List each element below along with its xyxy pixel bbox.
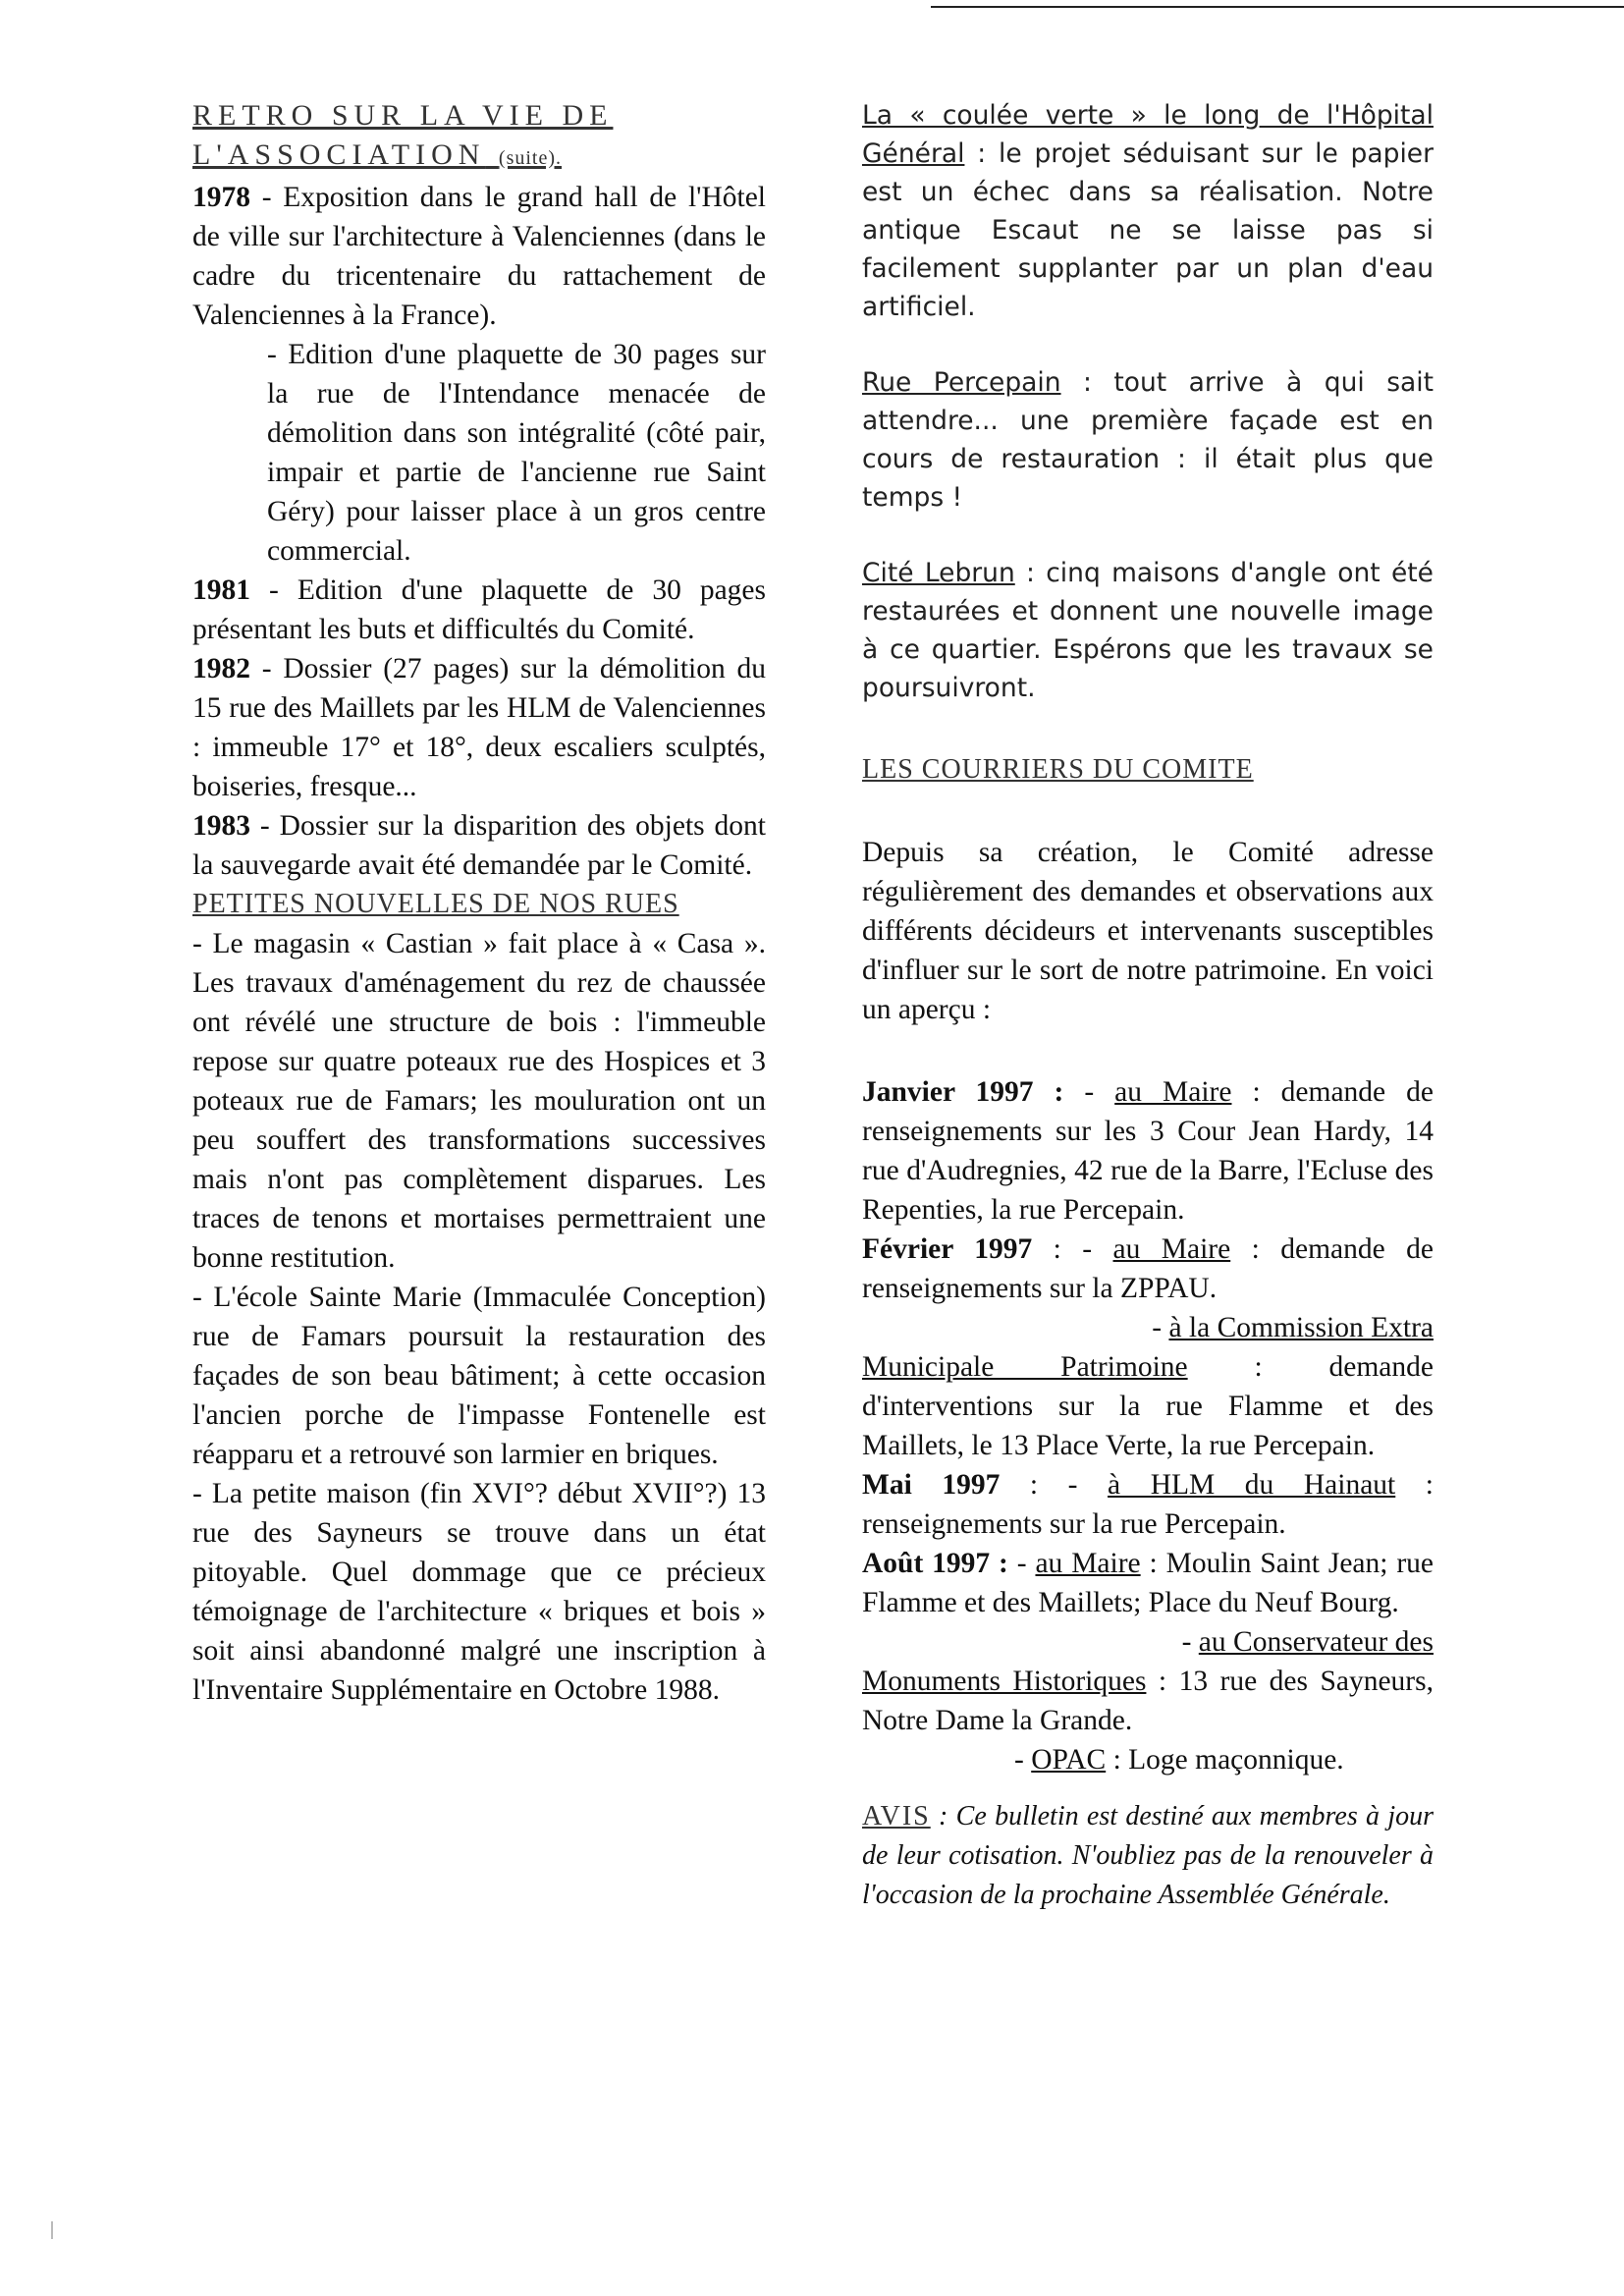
item-rue-percepain [862,363,1434,517]
avis-label: AVIS [862,1801,931,1831]
text-conservateur: : 13 rue des Sayneurs, Notre Dame la Grande. [862,1666,1434,1736]
heading-courriers: LES COURRIERS DU COMITE [862,754,1254,785]
left-column [192,96,766,1710]
year-1983: 1983 [192,810,250,842]
dest-mai: à HLM du Hainaut [1108,1469,1396,1501]
text-aout: : Moulin Saint Jean; rue Flamme et des Maillets; Place du Neuf Bourg. [862,1548,1435,1618]
courrier-fevrier-2-line1: - à la Commission Extra [1152,1312,1434,1343]
rue-percepain-title: Rue Percepain [862,367,1061,398]
courrier-aout-2 [862,1662,1434,1740]
news-sainte-marie: - L'école Sainte Marie (Immaculée Conception) rue de Famars poursuit la restauration des façades de son beau bâtiment; à cette occasion l'ancien porche de l'impasse Fontenelle est réapparu et a retrouvé son larmier en briques. [192,1282,766,1470]
courrier-fevrier: Février 1997 : - au Maire : demande de renseignements sur la ZPPAU. [862,1233,1434,1304]
entry-1982 [192,649,766,806]
heading-nouvelles: PETITES NOUVELLES DE NOS RUES [192,889,679,919]
text-commission: : demande d'interventions sur la rue Flamme et des Maillets, le 13 Place Verte, la rue Percepain. [862,1351,1434,1461]
date-janvier: Janvier 1997 : [862,1076,1064,1108]
text-mai: : renseignements sur la rue Percepain. [862,1469,1435,1540]
heading-retro-suffix: (suite). [498,147,563,169]
text-1982: - Dossier (27 pages) sur la démolition du 15 rue des Maillets par les HLM de Valenciennes : immeuble 17° et 18°, deux escaliers sculptés, boiseries, fresque... [192,653,766,802]
item-coulee-verte [862,96,1434,326]
dest-conservateur-2: Monuments Historiques [862,1666,1147,1697]
dest-janvier: au Maire [1114,1076,1232,1108]
coulee-verte-text: : le projet séduisant sur le papier est un échec dans sa réalisation. Notre antique Escaut ne se laisse pas si facilement supplanter par un plan d'eau artificiel. [862,138,1434,322]
dest-fevrier: au Maire [1112,1233,1231,1265]
dest-commission-2: Municipale Patrimoine [862,1351,1188,1383]
text-janvier: : demande de renseignements sur les 3 Cour Jean Hardy, 14 rue d'Audregnies, 42 rue de la Barre, l'Ecluse des Repenties, la rue Percepain. [862,1076,1434,1226]
text-1978: - Exposition dans le grand hall de l'Hôtel de ville sur l'architecture à Valenciennes (dans le cadre du tricentenaire du rattachement de Valenciennes à la France). [192,182,766,331]
text-1983: - Dossier sur la disparition des objets dont la sauvegarde avait été demandée par le Comité. [192,810,766,881]
year-1982: 1982 [192,653,250,684]
rue-percepain-text: : tout arrive à qui sait attendre... une première façade est en cours de restauration : il était plus que temps ! [862,367,1434,513]
text-1978-b: - Edition d'une plaquette de 30 pages sur la rue de l'Intendance menacée de démolition dans son intégralité (côté pair, impair et partie de l'ancienne rue Saint Géry) pour laisser place à un gros centre commercial. [267,339,766,567]
year-1981: 1981 [192,574,250,606]
text-opac: : Loge maçonnique. [1106,1744,1344,1776]
courrier-opac: - OPAC : Loge maçonnique. [1014,1744,1344,1776]
courrier-aout: Août 1997 : - au Maire : Moulin Saint Jean; rue Flamme et des Maillets; Place du Neuf Bourg. [862,1548,1435,1618]
coulee-verte-title: La « coulée verte » le long de l'Hôpital Général [862,100,1434,169]
avis-text: : Ce bulletin est destiné aux membres à jour de leur cotisation. N'oubliez pas de la renouveler à l'occasion de la prochaine Assemblée Générale. [862,1801,1434,1910]
courrier-janvier: Janvier 1997 : - au Maire : demande de renseignements sur les 3 Cour Jean Hardy, 14 rue d'Audregnies, 42 rue de la Barre, l'Ecluse des Repenties, la rue Percepain. [862,1076,1434,1226]
heading-retro-text: RETRO SUR LA VIE DE L'ASSOCIATION [192,99,614,171]
entry-1983 [192,806,766,885]
avis-notice [862,1797,1434,1915]
margin-mark [51,2221,53,2239]
right-column [862,96,1434,1915]
date-fevrier: Février 1997 [862,1233,1033,1265]
entry-1978 [192,178,766,335]
courrier-mai: Mai 1997 : - à HLM du Hainaut : renseignements sur la rue Percepain. [862,1469,1435,1540]
date-mai: Mai 1997 [862,1469,1001,1501]
cite-lebrun-title: Cité Lebrun [862,558,1015,588]
courriers-intro: Depuis sa création, le Comité adresse régulièrement des demandes et observations aux différents décideurs et intervenants susceptibles d'influer sur le sort de notre patrimoine. En voici un aperçu : [862,837,1434,1025]
item-cite-lebrun [862,554,1434,707]
entry-1978-b [192,335,766,571]
dest-aout: au Maire [1035,1548,1141,1579]
cite-lebrun-text: : cinq maisons d'angle ont été restaurées et donnent une nouvelle image à ce quartier. Espérons que les travaux se poursuivront. [862,558,1434,703]
news-sayneurs: - La petite maison (fin XVI°? début XVII°?) 13 rue des Sayneurs se trouve dans un état pitoyable. Quel dommage que ce précieux témoignage de l'architecture « briques et bois » soit ainsi abandonné malgré une inscription à l'Inventaire Supplémentaire en Octobre 1988. [192,1478,766,1706]
courrier-aout-2-line1: - au Conservateur des [1181,1626,1434,1658]
courrier-fevrier-2 [862,1347,1434,1465]
text-1981: - Edition d'une plaquette de 30 pages présentant les buts et difficultés du Comité. [192,574,766,645]
news-castian: - Le magasin « Castian » fait place à « Casa ». Les travaux d'aménagement du rez de chaussée ont révélé une structure de bois : l'immeuble repose sur quatre poteaux rue des Hospices et 3 poteaux rue de Famars; les mouluration ont un peu souffert des transformations successives mais n'ont pas complètement disparues. Les traces de tenons et mortaises permettraient une bonne restitution. [192,928,766,1274]
year-1978: 1978 [192,182,250,213]
top-rule [931,6,1624,8]
dest-commission-1: à la Commission Extra [1168,1312,1434,1343]
text-fevrier: : demande de renseignements sur la ZPPAU. [862,1233,1434,1304]
dest-opac: OPAC [1031,1744,1107,1776]
dest-conservateur-1: au Conservateur des [1198,1626,1434,1658]
entry-1981 [192,571,766,649]
date-aout: Août 1997 : [862,1548,1008,1579]
heading-retro [192,96,766,178]
